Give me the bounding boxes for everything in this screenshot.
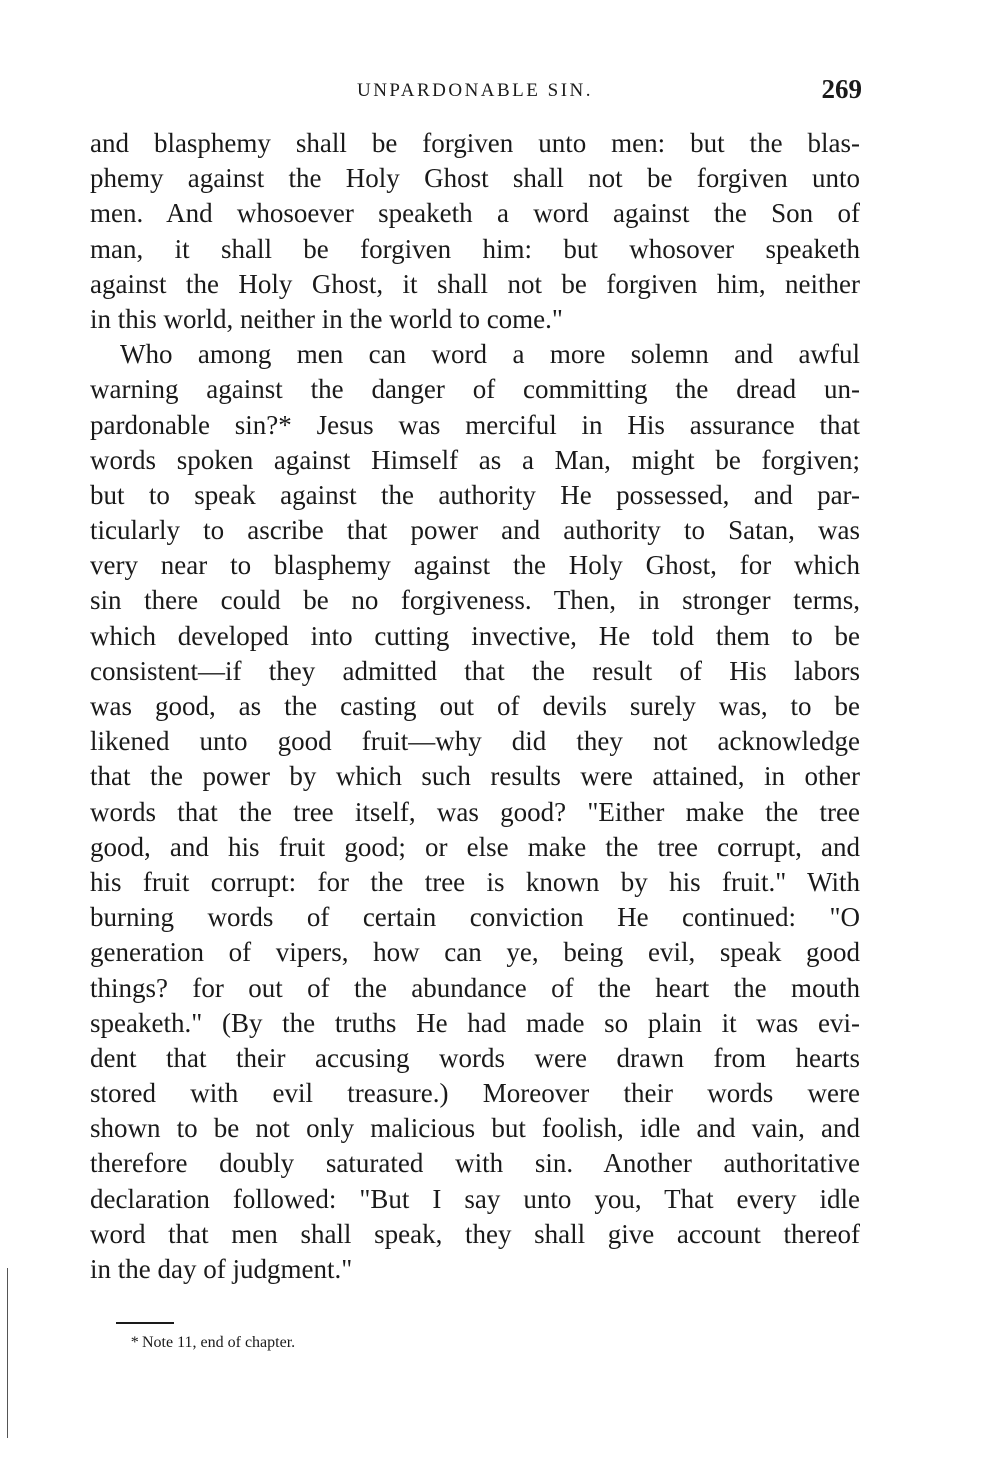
- text-line: men. And whosoever speaketh a word against the Son of: [90, 198, 860, 229]
- text-line: sin there could be no forgiveness. Then, in stronger terms,: [90, 585, 860, 616]
- text-line: phemy against the Holy Ghost shall not be forgiven unto: [90, 163, 860, 194]
- text-line: words that the tree itself, was good? "Either make the tree: [90, 796, 860, 827]
- text-line: in this world, neither in the world to come.": [90, 303, 563, 334]
- text-line: therefore doubly saturated with sin. Another authoritative: [90, 1148, 860, 1179]
- running-head: [90, 74, 860, 108]
- text-line: burning words of certain conviction He continued: "O: [90, 902, 860, 933]
- footnote-mark: *: [130, 1334, 138, 1351]
- text-line: and blasphemy shall be forgiven unto men: but the blas-: [90, 128, 860, 158]
- text-line: declaration followed: "But I say unto you, That every idle: [90, 1183, 860, 1214]
- text-line: man, it shall be forgiven him: but whosover speaketh: [90, 233, 860, 264]
- text-line: good, and his fruit good; or else make the tree corrupt, and: [90, 831, 860, 862]
- text-line: generation of vipers, how can ye, being evil, speak good: [90, 937, 860, 968]
- text-line: dent that their accusing words were drawn from hearts: [90, 1042, 860, 1073]
- text-line: his fruit corrupt: for the tree is known by his fruit." With: [90, 866, 860, 897]
- text-line: in the day of judgment.": [90, 1254, 353, 1284]
- text-line: word that men shall speak, they shall give account thereof: [90, 1218, 860, 1249]
- text-line: things? for out of the abundance of the heart the mouth: [90, 972, 860, 1003]
- text-line: but to speak against the authority He possessed, and par-: [90, 479, 860, 510]
- text-line: stored with evil treasure.) Moreover their words were: [90, 1078, 860, 1109]
- text-line: Who among men can word a more solemn and awful: [120, 339, 860, 370]
- text-line: very near to blasphemy against the Holy Ghost, for which: [90, 550, 860, 581]
- text-line: shown to be not only malicious but foolish, idle and vain, and: [90, 1113, 860, 1144]
- text-line: warning against the danger of committing the dread un-: [90, 374, 860, 405]
- text-line: was good, as the casting out of devils surely was, to be: [90, 691, 860, 721]
- footnote-text: Note 11, end of chapter.: [142, 1334, 296, 1351]
- text-line: pardonable sin?* Jesus was merciful in His assurance that: [90, 409, 860, 440]
- running-title: UNPARDONABLE SIN.: [356, 80, 594, 101]
- page-number: 269: [821, 74, 862, 104]
- text-line: which developed into cutting invective, He told them to be: [90, 620, 860, 651]
- text-line: ticularly to ascribe that power and authority to Satan, was: [90, 515, 860, 546]
- body-text: [90, 126, 860, 1287]
- text-line: speaketh." (By the truths He had made so plain it was evi-: [90, 1007, 860, 1038]
- text-line: that the power by which such results were attained, in other: [90, 761, 860, 792]
- text-line: words spoken against Himself as a Man, might be forgiven;: [90, 444, 860, 475]
- footnote-rule: [116, 1322, 174, 1324]
- margin-line: [7, 1268, 8, 1438]
- text-line: against the Holy Ghost, it shall not be forgiven him, neither: [90, 268, 860, 299]
- text-line: consistent—if they admitted that the result of His labors: [90, 655, 860, 686]
- text-line: likened unto good fruit—why did they not acknowledge: [90, 726, 860, 757]
- footnote: [130, 1333, 295, 1353]
